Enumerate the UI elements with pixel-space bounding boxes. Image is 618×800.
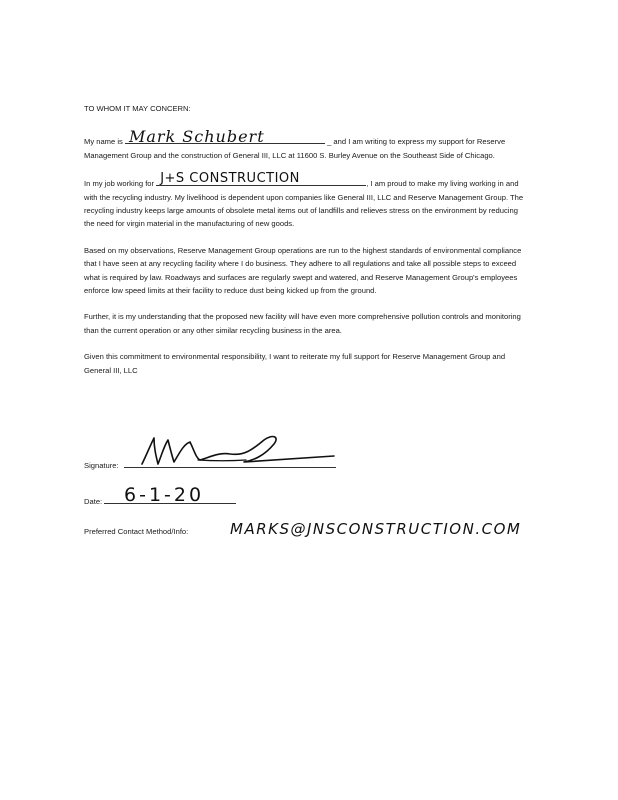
paragraph-further: Further, it is my understanding that the proposed new facility will have even more comprehensive pollution controls and monitoring than the current operation or any other similar recycling business in the area. [84, 312, 521, 335]
handwritten-name: Mark Schubert [128, 127, 265, 146]
signature-row [84, 430, 604, 470]
date-label: Date: [84, 497, 103, 506]
paragraph-commitment: Given this commitment to environmental responsibility, I want to reiterate my full support for Reserve Management Group and General III, LLC [84, 352, 506, 375]
handwritten-employer: J+S CONSTRUCTION [160, 170, 300, 186]
handwritten-signature [134, 430, 344, 470]
letter-body [84, 102, 530, 390]
date-row [84, 472, 604, 506]
paragraph-name [84, 127, 530, 162]
signature-label: Signature: [84, 461, 119, 470]
name-fill-line [125, 127, 325, 146]
paragraph-job [84, 170, 530, 231]
paragraph-observations: Based on my observations, Reserve Management Group operations are run to the highest standards of environmental compliance that I have seen at any recycling facility where I do business. They adhere to all regulations and take all possible steps to exceed what is required by law. Roadways and surfaces are regularly swept and watered, and Reserve Management Group's employees enforce low speed limits at their facility to reduce dust being kicked up from the ground. [84, 245, 522, 296]
name-intro-text: My name is [84, 137, 123, 147]
signature-block [84, 430, 604, 536]
contact-row [84, 506, 604, 536]
handwritten-date: 6-1-20 [124, 484, 205, 506]
contact-label: Preferred Contact Method/Info: [84, 527, 189, 536]
job-intro-text: In my job working for [84, 179, 155, 189]
name-after-text: _ and I am writing to express my support for Reserve Management Group and the construction of General III, LLC at 11600 S. Burley Avenue on the Southeast Side of Chicago. [84, 137, 506, 160]
salutation: TO WHOM IT MAY CONCERN: [84, 104, 191, 113]
handwritten-contact: MARKS@JNSCONSTRUCTION.COM [230, 520, 522, 538]
job-after-text: , I am proud to make my living working in and with the recycling industry. My livelihood is dependent upon companies like General III, LLC and Reserve Management Group. The recycling industry keeps large amounts of obsolete metal items out of landfills and relieves stress on the environment by reducing the need for virgin material in the manufacturing of new goods. [84, 179, 524, 229]
job-fill-line [156, 170, 366, 186]
